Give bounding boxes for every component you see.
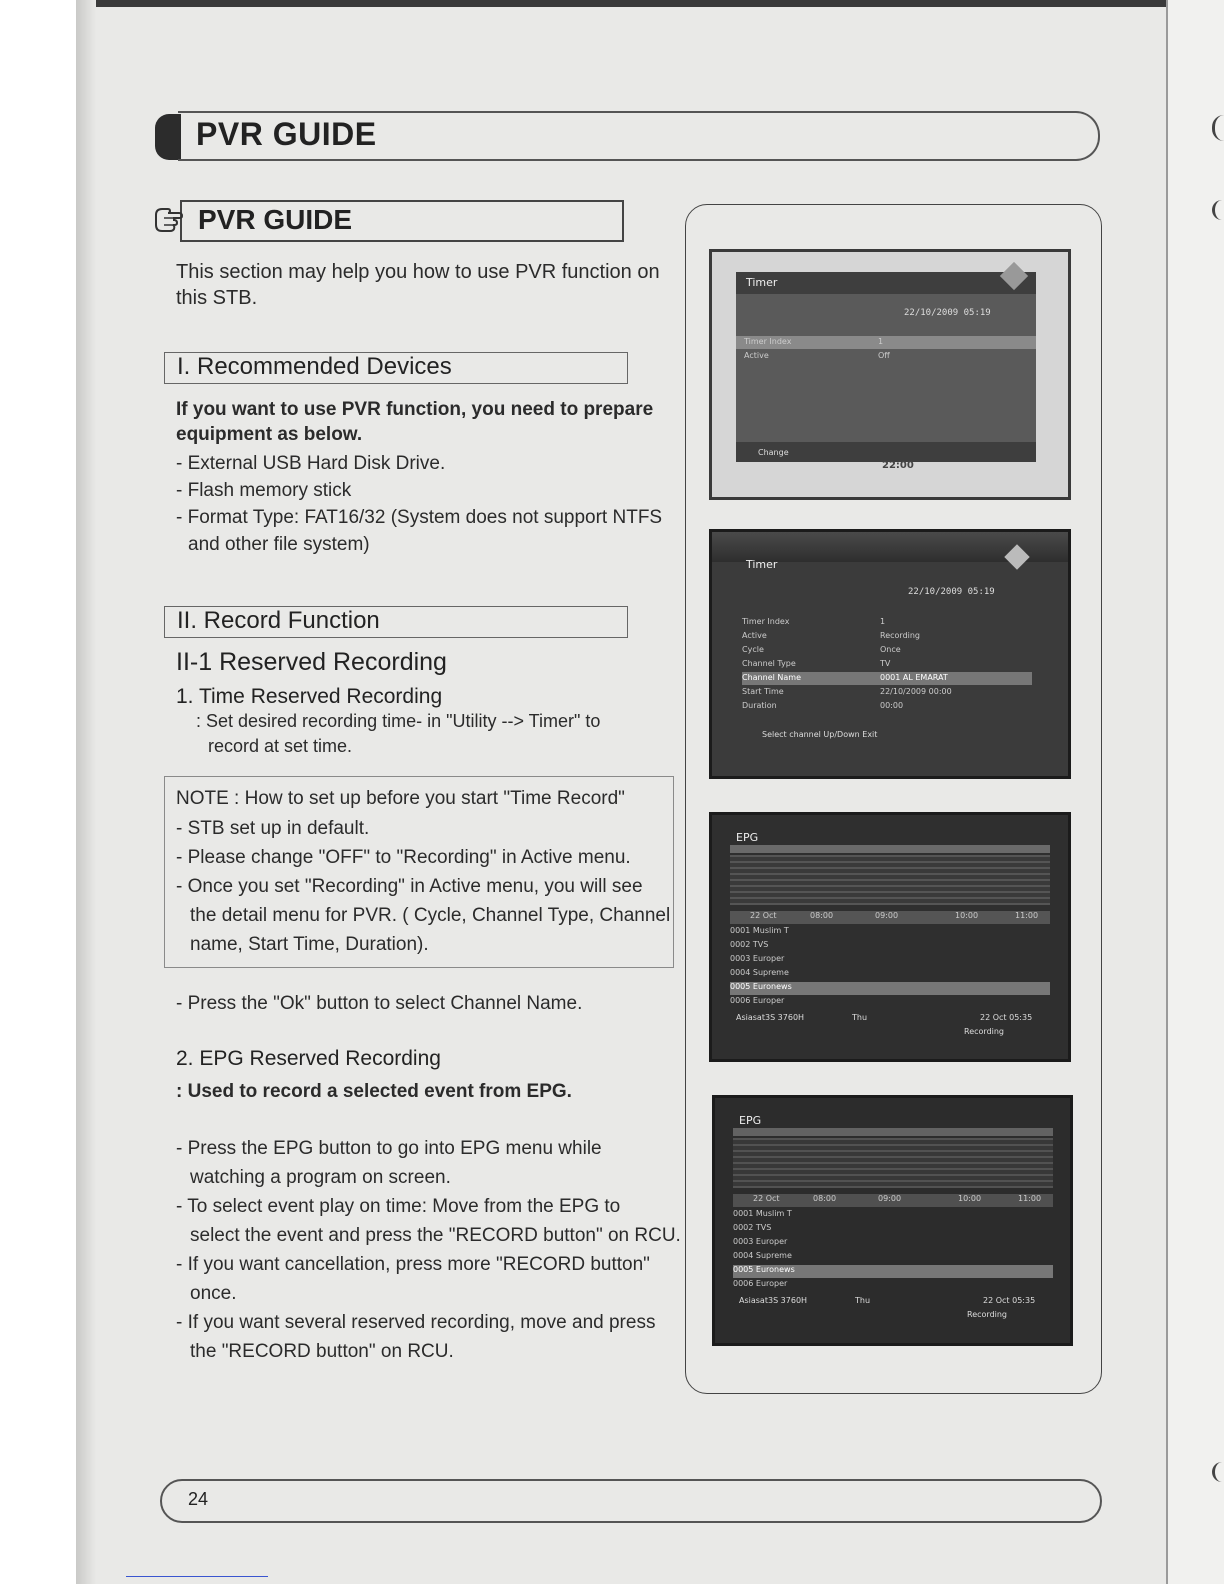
screen-title: Timer — [746, 558, 778, 571]
page-fold-line — [1166, 0, 1168, 1584]
row-label: Timer Index — [744, 337, 792, 346]
screen-title: EPG — [739, 1114, 762, 1127]
row-label: Duration — [742, 701, 777, 710]
row-label: Timer Index — [742, 617, 790, 626]
footnote-rule — [126, 1576, 268, 1577]
time-label: 08:00 — [813, 1194, 837, 1203]
timer-screenshot-2 — [709, 529, 1071, 779]
day-label: Thu — [855, 1296, 871, 1305]
epg-line: select the event and press the "RECORD button" on RCU. — [190, 1225, 681, 1246]
screen-title: EPG — [736, 831, 759, 844]
epg-line: watching a program on screen. — [190, 1167, 451, 1188]
time-label: 09:00 — [878, 1194, 902, 1203]
devices-lead-1: If you want to use PVR function, you need to prepare — [176, 399, 654, 420]
intro-line-1: This section may help you how to use PVR function on — [176, 261, 660, 283]
row-label: Start Time — [742, 687, 784, 696]
row-label: Cycle — [742, 645, 764, 654]
epg-line: - If you want several reserved recording, move and press — [176, 1312, 656, 1333]
time-label: 09:00 — [875, 911, 899, 920]
timer-row[interactable] — [742, 686, 1032, 699]
time-label: 10:00 — [958, 1194, 982, 1203]
press-ok-line: - Press the "Ok" button to select Channel Name. — [176, 993, 583, 1014]
satellite-name: Asiasat3S 3760H — [739, 1296, 808, 1305]
timer-row[interactable] — [742, 630, 1032, 643]
row-value: 00:00 — [880, 701, 904, 710]
epg-channel[interactable]: 0001 Muslim T — [730, 926, 789, 935]
clock-readout: 22:00 — [882, 460, 914, 471]
row-value: Off — [878, 351, 890, 360]
row-value: 0001 AL EMARAT — [880, 673, 948, 682]
time-label: 22 Oct — [750, 911, 777, 920]
timer-row[interactable] — [736, 350, 1036, 363]
time-reserved-line-2: record at set time. — [208, 736, 353, 756]
note-line: name, Start Time, Duration). — [190, 934, 429, 955]
row-label: Active — [744, 351, 769, 360]
reserved-recording-heading: II-1 Reserved Recording — [176, 648, 447, 676]
devices-heading: I. Recommended Devices — [177, 353, 452, 380]
epg-reserved-heading: 2. EPG Reserved Recording — [176, 1047, 441, 1070]
timestamp: 22 Oct 05:35 — [980, 1013, 1033, 1022]
row-label: Channel Name — [742, 673, 801, 682]
screen-date: 22/10/2009 05:19 — [904, 308, 991, 318]
note-line: - Once you set "Recording" in Active menu, you will see — [176, 876, 643, 897]
row-value: 1 — [880, 617, 886, 626]
epg-line: once. — [190, 1283, 237, 1304]
satellite-name: Asiasat3S 3760H — [736, 1013, 805, 1022]
timer-row[interactable] — [736, 336, 1036, 349]
screen-title: Timer — [746, 276, 778, 289]
note-line: - Please change "OFF" to "Recording" in Active menu. — [176, 847, 631, 868]
epg-channel[interactable]: 0006 Europer — [733, 1279, 788, 1288]
page-number: 24 — [188, 1489, 209, 1509]
epg-line: - To select event play on time: Move from the EPG to — [176, 1196, 621, 1217]
epg-reserved-subtitle: : Used to record a selected event from EPG. — [176, 1081, 572, 1102]
footer-frame — [160, 1479, 1102, 1523]
section-title: PVR GUIDE — [198, 204, 353, 235]
row-value: Recording — [880, 631, 921, 640]
row-value: TV — [880, 659, 891, 668]
time-reserved-heading: 1. Time Reserved Recording — [176, 685, 443, 708]
event-description — [733, 1138, 1053, 1188]
device-item: - External USB Hard Disk Drive. — [176, 453, 446, 474]
epg-channel[interactable]: 0002 TVS — [733, 1223, 772, 1232]
intro-line-2: this STB. — [176, 287, 258, 309]
epg-channel[interactable]: 0002 TVS — [730, 940, 769, 949]
record-heading: II. Record Function — [177, 607, 380, 634]
timer-row-selected[interactable] — [742, 672, 1032, 685]
devices-lead-2: equipment as below. — [176, 424, 363, 445]
epg-channel[interactable]: 0003 Europer — [733, 1237, 788, 1246]
row-value: Once — [880, 645, 901, 654]
device-item: and other file system) — [188, 534, 370, 555]
footer-hint: Change — [758, 448, 789, 457]
row-value: 22/10/2009 00:00 — [880, 687, 952, 696]
scan-top-edge — [0, 0, 1224, 7]
day-label: Thu — [852, 1013, 868, 1022]
pointing-hand-icon — [152, 205, 184, 237]
epg-channel[interactable]: 0004 Supreme — [730, 968, 789, 977]
time-label: 22 Oct — [753, 1194, 780, 1203]
note-title: NOTE : How to set up before you start "Time Record" — [176, 788, 625, 809]
epg-time-row — [730, 911, 1050, 924]
facing-page-edge — [1166, 0, 1224, 1584]
epg-channel: 0005 Euronews — [733, 1265, 795, 1274]
page-title: PVR GUIDE — [196, 116, 377, 152]
menu-header — [736, 272, 1036, 294]
device-item: - Format Type: FAT16/32 (System does not support NTFS — [176, 507, 663, 528]
epg-channel-selected[interactable] — [733, 1265, 1053, 1278]
epg-channel-selected[interactable] — [730, 982, 1050, 995]
record-hint: Recording — [964, 1027, 1005, 1036]
screen-date: 22/10/2009 05:19 — [908, 587, 995, 597]
timer-row[interactable] — [742, 700, 1032, 713]
event-bar — [733, 1128, 1053, 1136]
note-line: - STB set up in default. — [176, 818, 370, 839]
epg-channel[interactable]: 0006 Europer — [730, 996, 785, 1005]
epg-screenshot-1 — [709, 812, 1071, 1062]
epg-time-row — [733, 1194, 1053, 1207]
time-label: 11:00 — [1018, 1194, 1042, 1203]
time-label: 11:00 — [1015, 911, 1039, 920]
row-label: Channel Type — [742, 659, 796, 668]
epg-screenshot-2 — [712, 1095, 1073, 1346]
timer-row[interactable] — [742, 644, 1032, 657]
epg-channel[interactable]: 0004 Supreme — [733, 1251, 792, 1260]
record-hint: Recording — [967, 1310, 1008, 1319]
timestamp: 22 Oct 05:35 — [983, 1296, 1036, 1305]
note-line: the detail menu for PVR. ( Cycle, Channel Type, Channel — [190, 905, 671, 926]
footer-hint: Select channel Up/Down Exit — [762, 730, 878, 739]
epg-line: - Press the EPG button to go into EPG menu while — [176, 1138, 602, 1159]
page-margin-left — [0, 0, 76, 1584]
row-label: Active — [742, 631, 767, 640]
device-item: - Flash memory stick — [176, 480, 352, 501]
timer-row[interactable] — [742, 658, 1032, 671]
timer-screenshot-1 — [709, 249, 1071, 500]
binding-shadow — [76, 0, 96, 1584]
timer-row[interactable] — [742, 616, 1032, 629]
epg-line: - If you want cancellation, press more "RECORD button" — [176, 1254, 650, 1275]
event-description — [730, 855, 1050, 905]
epg-channel[interactable]: 0001 Muslim T — [733, 1209, 792, 1218]
epg-line: the "RECORD button" on RCU. — [190, 1341, 454, 1362]
time-label: 08:00 — [810, 911, 834, 920]
time-reserved-line-1: : Set desired recording time- in "Utility --> Timer" to — [196, 711, 601, 731]
epg-channel[interactable]: 0003 Europer — [730, 954, 785, 963]
event-bar — [730, 845, 1050, 853]
row-value: 1 — [878, 337, 884, 346]
time-label: 10:00 — [955, 911, 979, 920]
epg-channel: 0005 Euronews — [730, 982, 792, 991]
